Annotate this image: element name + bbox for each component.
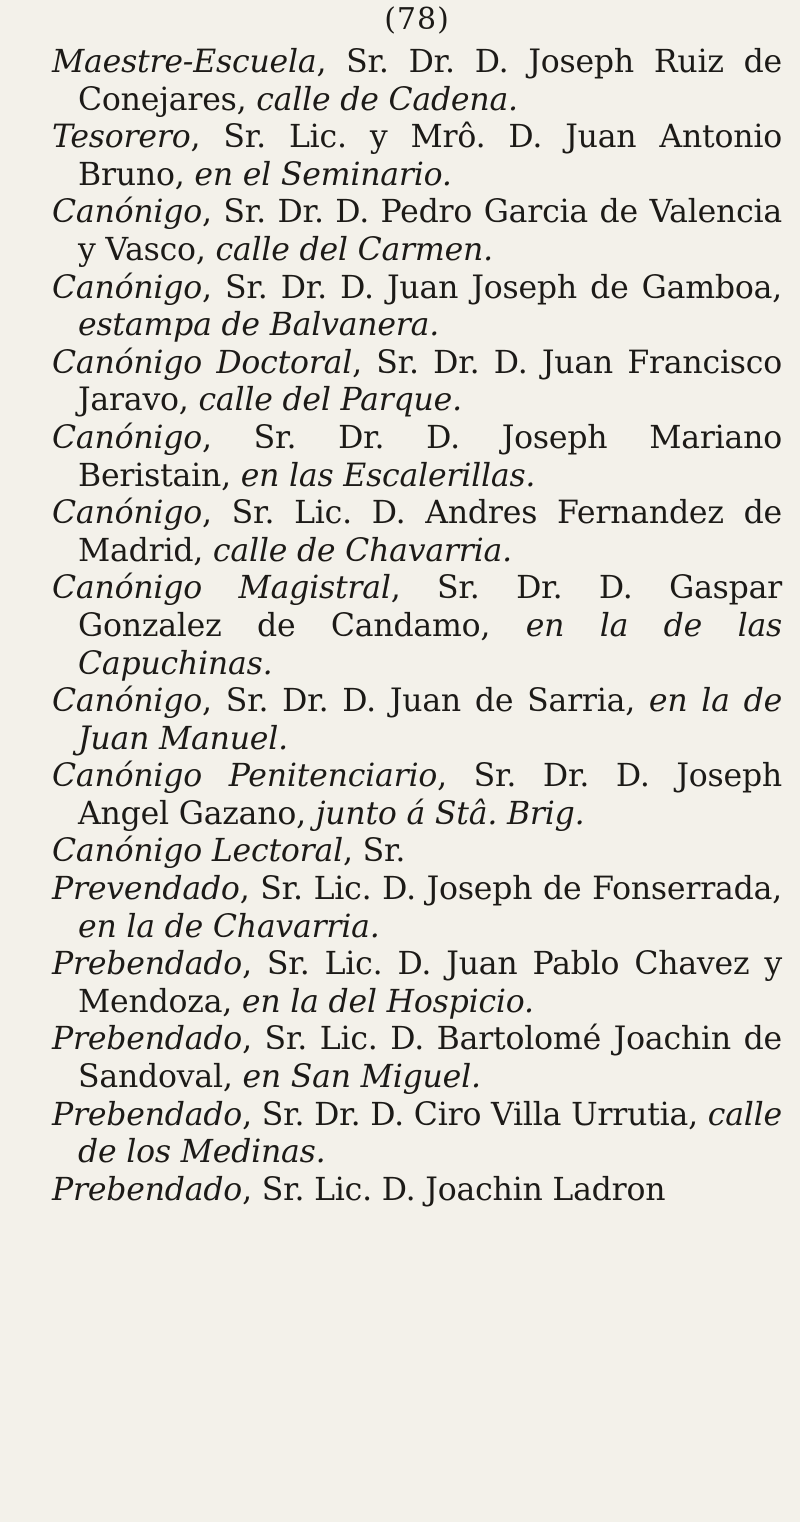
entry-office: Canónigo (52, 495, 203, 532)
entry-office: Prebendado (52, 1171, 243, 1208)
entry-location: junto á Stâ. Brig. (315, 795, 585, 832)
list-item (52, 758, 782, 833)
entry-location: calle de Chavarria. (212, 532, 512, 569)
entry-office: Canónigo (52, 419, 203, 456)
entry-person: , Sr. Lic. D. Andres Fernandez de Madrid, (78, 495, 782, 569)
entry-person: , Sr. Lic. D. Bartolomé Joachin de Sandoval, (78, 1021, 782, 1096)
entry-person: , Sr. Dr. D. Ciro Villa Urrutia, (242, 1096, 708, 1133)
clergy-list (52, 44, 782, 1209)
entry-person: , Sr. Lic. D. Juan Pablo Chavez y Mendoza, (78, 946, 782, 1020)
list-item (52, 420, 782, 495)
entry-office: Canónigo (52, 683, 203, 720)
entry-office: Prevendado (52, 871, 240, 908)
list-item (52, 570, 782, 683)
entry-person: , Sr. Dr. D. Joseph Mariano Beristain, (78, 419, 782, 494)
entry-office: Tesorero (52, 119, 191, 156)
entry-office: Maestre-Escuela (52, 44, 317, 80)
entry-person: , Sr. Dr. D. Juan Francisco Jaravo, (78, 344, 782, 419)
entry-office: Prebendado (52, 946, 243, 983)
list-item (52, 1021, 782, 1096)
entry-person: , Sr. Lic. y Mrô. D. Juan Antonio Bruno, (78, 119, 782, 193)
list-item (52, 495, 782, 570)
list-item (52, 194, 782, 269)
entry-location: calle de Cadena. (256, 81, 518, 118)
entry-office: Canónigo Magistral (52, 570, 391, 607)
entry-office: Canónigo (52, 194, 203, 231)
entry-location: en la del Hospicio. (241, 983, 534, 1020)
entry-office: Canónigo Lectoral (52, 833, 343, 870)
entry-office: Prebendado (52, 1021, 243, 1058)
entry-location: calle del Carmen. (215, 231, 493, 268)
entry-location: calle del Parque. (198, 382, 462, 419)
page-number: (78) (384, 2, 450, 37)
list-item (52, 833, 782, 871)
entry-person: , Sr. Dr. D. Joseph Angel Gazano, (78, 758, 783, 832)
entry-office: Canónigo (52, 269, 203, 306)
list-item (52, 1172, 782, 1210)
entry-location: en la de Chavarria. (78, 908, 380, 945)
entry-person: , Sr. Lic. D. Joachin Ladron (242, 1171, 666, 1208)
entry-location: en las Escalerillas. (240, 457, 536, 494)
entry-location: calle de los Medinas. (78, 1096, 782, 1171)
entry-location: estampa de Balvanera. (78, 307, 440, 344)
entry-person: , Sr. Lic. D. Joseph de Fonserrada, (239, 871, 782, 908)
list-item (52, 1097, 782, 1172)
entry-person: , Sr. Dr. D. Gaspar Gonzalez de Candamo, (78, 570, 783, 644)
entry-person: , Sr. Dr. D. Juan de Sarria, (202, 683, 649, 720)
list-item (52, 270, 782, 345)
entry-location: en la de las Capuchinas. (78, 607, 782, 682)
entry-location: en San Miguel. (242, 1059, 481, 1096)
entry-location: en la de Juan Manuel. (78, 683, 783, 757)
entry-person: , Sr. Dr. D. Pedro Garcia de Valencia y Vasco, (78, 194, 782, 268)
list-item (52, 946, 782, 1021)
list-item (52, 345, 782, 420)
list-item (52, 119, 782, 194)
list-item (52, 683, 782, 758)
entry-office: Canónigo Doctoral (52, 344, 353, 381)
list-item (52, 871, 782, 946)
entry-office: Prebendado (52, 1096, 243, 1133)
entry-person: , Sr. (342, 833, 406, 870)
entry-office: Canónigo Penitenciario (52, 758, 438, 795)
entry-person: , Sr. Dr. D. Juan Joseph de Gamboa, (202, 269, 782, 306)
entry-location: en el Seminario. (194, 156, 452, 193)
list-item (52, 44, 782, 119)
entry-person: , Sr. Dr. D. Joseph Ruiz de Conejares, (78, 44, 782, 118)
